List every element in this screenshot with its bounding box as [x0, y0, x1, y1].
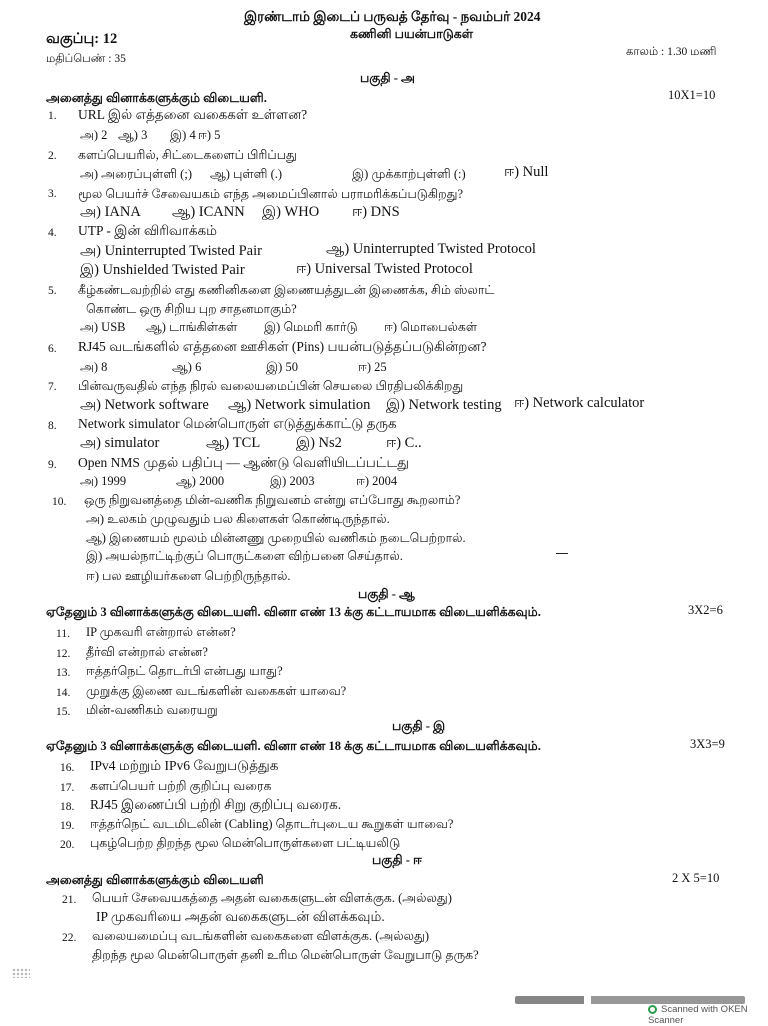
question-text: Network simulator மென்பொருள் எடுத்துக்காட்டு தருக: [78, 416, 397, 431]
question-text: களப்பெயரில், சிட்டைகளைப் பிரிப்பது: [78, 148, 297, 162]
question-text: URL இல் எத்தனை வகைகள் உள்ளன?: [78, 107, 308, 122]
question-number: 10.: [52, 496, 67, 508]
option-b: ஆ) TCL: [206, 435, 261, 451]
scanner-watermark-text: Scanned with OKEN Scanner: [648, 1004, 748, 1026]
question-text: IP முகவரி என்றால் என்ன?: [86, 625, 236, 639]
option-a: அ) simulator: [80, 435, 160, 451]
part-d-heading: பகுதி - ஈ: [372, 853, 422, 867]
part-a-instruction: அனைத்து வினாக்களுக்கும் விடையளி.: [46, 91, 267, 105]
option-c: இ) Ns2: [296, 435, 342, 451]
exam-title: இரண்டாம் இடைப் பருவத் தேர்வு - நவம்பர் 2024: [244, 9, 541, 24]
question-number: 2.: [48, 150, 57, 162]
option-b: ஆ) டாங்கிள்கள்: [146, 320, 238, 334]
part-b-instruction: ஏதேனும் 3 வினாக்களுக்கு விடையளி. வினா எண் 13 க்கு கட்டாயமாக விடையளிக்கவும்.: [46, 605, 541, 619]
question-number: 14.: [56, 687, 71, 699]
part-c-instruction: ஏதேனும் 3 வினாக்களுக்கு விடையளி. வினா எண் 18 க்கு கட்டாயமாக விடையளிக்கவும்.: [46, 739, 541, 753]
scan-artifact: [515, 996, 745, 1004]
question-number: 12.: [56, 648, 71, 660]
question-text: முறுக்கு இணை வடங்களின் வகைகள் யாவை?: [86, 684, 347, 698]
question-text: தீர்வி என்றால் என்ன?: [86, 645, 208, 659]
option-b: ஆ) 6: [172, 360, 202, 374]
option-d: ஈ) Network calculator: [514, 395, 645, 411]
option-a: அ) 2: [80, 128, 108, 142]
scanner-watermark: [648, 1004, 768, 1026]
question-number: 3.: [48, 188, 57, 200]
question-text: கீழ்கண்டவற்றில் எது கணினிகளை இணையத்துடன் இணைக்க, சிம் ஸ்லாட்: [78, 283, 495, 297]
option-c: இ) அயல்நாட்டிற்குப் பொருட்களை விற்பனை செய்தால்.: [86, 549, 403, 563]
question-text: IPv4 மற்றும் IPv6 வேறுபடுத்துக: [90, 758, 279, 773]
question-number: 7.: [48, 381, 57, 393]
question-text: மூல பெயர்ச் சேவையகம் எந்த அமைப்பினால் பராமரிக்கப்படுகிறது?: [78, 187, 464, 201]
option-c: இ) Unshielded Twisted Pair: [80, 262, 245, 278]
part-b-heading: பகுதி - ஆ: [358, 587, 415, 601]
question-text-continued: கொண்ட ஒரு சிறிய புற சாதனமாகும்?: [86, 302, 297, 316]
option-a: அ) 8: [80, 360, 108, 374]
part-a-marks: 10X1=10: [668, 88, 716, 102]
option-b: ஆ) இணையம் மூலம் மின்னணு முறையில் வணிகம் நடைபெற்றால்.: [86, 531, 466, 545]
part-d-instruction: அனைத்து வினாக்களுக்கும் விடையளி: [46, 873, 264, 887]
option-d: ஈ) 5: [198, 128, 221, 142]
option-d: ஈ) C..: [386, 435, 422, 451]
question-text: RJ45 வடங்களில் எத்தனை ஊசிகள் (Pins) பயன்படுத்தப்படுகின்றன?: [78, 339, 487, 354]
question-number: 8.: [48, 420, 57, 432]
part-c-heading: பகுதி - இ: [392, 719, 446, 733]
question-number: 6.: [48, 343, 57, 355]
question-number: 5.: [48, 285, 57, 297]
question-text: ஈத்தர்நெட் வடமிடலின் (Cabling) தொடர்புடைய கூறுகள் யாவை?: [90, 817, 454, 831]
option-b: ஆ) 2000: [176, 474, 225, 488]
question-number: 15.: [56, 706, 71, 718]
question-text: UTP - இன் விரிவாக்கம்: [78, 223, 218, 238]
question-number: 18.: [60, 801, 75, 813]
question-number: 17.: [60, 782, 75, 794]
option-d: ஈ) Null: [504, 164, 549, 180]
option-b: ஆ) புள்ளி (.): [210, 167, 283, 181]
question-number: 22.: [62, 932, 77, 944]
part-a-heading: பகுதி - அ: [360, 71, 415, 85]
option-d: ஈ) Universal Twisted Protocol: [296, 261, 473, 277]
question-text: Open NMS முதல் பதிப்பு — ஆண்டு வெளியிடப்பட்டது: [78, 455, 409, 470]
class-label: வகுப்பு: 12: [46, 31, 118, 47]
question-alternative: திறந்த மூல மென்பொருள் தனி உரிம மென்பொருள் வேறுபாடு தருக?: [92, 948, 479, 962]
part-b-marks: 3X2=6: [688, 603, 723, 617]
option-d: ஈ) DNS: [352, 204, 400, 220]
option-b: ஆ) ICANN: [172, 204, 245, 220]
option-d: ஈ) பல ஊழியர்களை பெற்றிருந்தால்.: [86, 569, 291, 583]
question-number: 4.: [48, 227, 57, 239]
option-a: அ) அரைப்புள்ளி (;): [80, 167, 192, 181]
question-text: RJ45 இணைப்பி பற்றி சிறு குறிப்பு வரைக.: [90, 797, 342, 812]
question-number: 11.: [56, 628, 70, 640]
option-d: ஈ) 2004: [356, 474, 398, 488]
stray-mark: [556, 553, 568, 554]
question-number: 1.: [48, 110, 57, 122]
scan-speck: [12, 968, 30, 978]
question-text: பெயர் சேவையகத்தை அதன் வகைகளுடன் விளக்குக. (அல்லது): [92, 891, 452, 905]
option-a: அ) உலகம் முழுவதும் பல கிளைகள் கொண்டிருந்தால்.: [86, 512, 390, 526]
question-number: 13.: [56, 667, 71, 679]
question-text: களப்பெயர் பற்றி குறிப்பு வரைக: [90, 779, 272, 793]
time-label: காலம் : 1.30 மணி: [626, 46, 717, 58]
option-d: ஈ) மொபைல்கள்: [384, 320, 478, 334]
question-text: ஒரு நிறுவனத்தை மின்-வணிக நிறுவனம் என்று எப்போது கூறலாம்?: [84, 493, 461, 507]
question-number: 9.: [48, 459, 57, 471]
question-text: பின்வருவதில் எந்த நிரல் வலையமைப்பின் செயலை பிரதிபலிக்கிறது: [78, 379, 464, 393]
option-a: அ) Uninterrupted Twisted Pair: [80, 243, 262, 259]
option-b: ஆ) Network simulation: [228, 397, 371, 413]
option-c: இ) Network testing: [386, 397, 502, 413]
subject-title: கணினி பயன்பாடுகள்: [350, 27, 474, 41]
option-a: அ) USB: [80, 320, 126, 334]
option-c: இ) 2003: [270, 474, 315, 488]
option-d: ஈ) 25: [358, 360, 387, 374]
option-a: அ) IANA: [80, 204, 141, 220]
question-text: ஈத்தர்நெட் தொடர்பி என்பது யாது?: [86, 664, 283, 678]
option-a: அ) 1999: [80, 474, 127, 488]
question-number: 16.: [60, 762, 75, 774]
question-alternative: IP முகவரியை அதன் வகைகளுடன் விளக்கவும்.: [96, 909, 385, 924]
question-text: வலையமைப்பு வடங்களின் வகைகளை விளக்குக. (அல்லது): [92, 929, 430, 943]
question-text: மின்-வணிகம் வரையறு: [86, 703, 218, 717]
question-number: 20.: [60, 839, 75, 851]
option-b: ஆ) Uninterrupted Twisted Protocol: [326, 241, 536, 257]
part-d-marks: 2 X 5=10: [672, 871, 720, 885]
total-marks-label: மதிப்பெண் : 35: [46, 53, 126, 65]
part-c-marks: 3X3=9: [690, 737, 725, 751]
option-c: இ) 4: [170, 128, 196, 142]
question-text: புகழ்பெற்ற திறந்த மூல மென்பொருள்களை பட்டியலிடு: [90, 836, 401, 850]
option-a: அ) Network software: [80, 397, 209, 413]
option-c: இ) மெமரி கார்டு: [264, 320, 358, 334]
option-b: ஆ) 3: [118, 128, 148, 142]
question-number: 21.: [62, 894, 77, 906]
option-c: இ) முக்காற்புள்ளி (:): [352, 167, 466, 181]
option-c: இ) WHO: [262, 204, 320, 220]
question-number: 19.: [60, 820, 75, 832]
option-c: இ) 50: [266, 360, 298, 374]
scanner-logo-icon: [648, 1005, 657, 1014]
